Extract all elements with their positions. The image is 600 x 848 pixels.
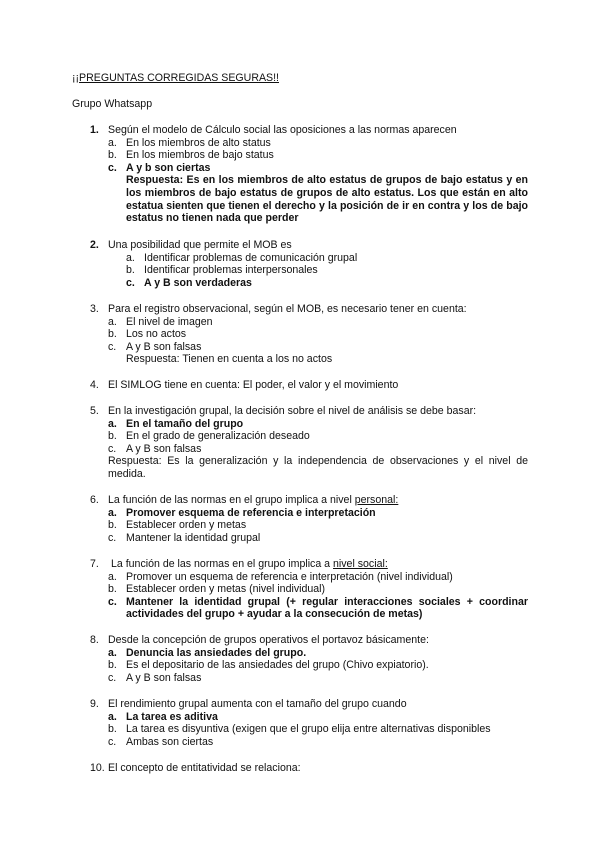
question-text: Una posibilidad que permite el MOB es (108, 239, 292, 251)
answer-text: Respuesta: Tienen en cuenta a los no actos (126, 353, 333, 366)
question-text: La función de las normas en el grupo implica a nivel (108, 494, 355, 506)
question-3: 3. Para el registro observacional, según el MOB, es necesario tener en cuenta: a. El nivel de imagen b. Los no actos c. A y B son falsas Respuesta: Tienen en cuenta a los no actos (90, 303, 528, 366)
option-c: Ambas son ciertas (126, 735, 214, 748)
question-2: 2. Una posibilidad que permite el MOB es a. Identificar problemas de comunicación grupal b. Identificar problemas interpersonales c. A y B son verdaderas (90, 239, 358, 289)
question-text: Para el registro observacional, según el MOB, es necesario tener en cuenta: (108, 303, 467, 315)
question-9: 9. El rendimiento grupal aumenta con el tamaño del grupo cuando a. La tarea es aditiva b. La tarea es disyuntiva (exigen que el grupo elija entre alternativas disponibles c. Ambas son ciertas (90, 698, 491, 748)
question-7: 7. La función de las normas en el grupo implica a nivel social: a. Promover un esquema de referencia e interpretación (nivel individual) b. Establecer orden y metas (nivel individual) c. Mantener la identidad grupal (+ regular interacciones sociales + coordinar actividades del grupo + ayudar a la consecución de metas) (90, 558, 528, 621)
option-b: En los miembros de bajo status (126, 149, 274, 162)
question-text: Según el modelo de Cálculo social las oposiciones a las normas aparecen (108, 124, 457, 136)
option-b: La tarea es disyuntiva (exigen que el grupo elija entre alternativas disponibles (126, 723, 491, 736)
option-c: Mantener la identidad grupal (126, 531, 261, 544)
option-a: En el tamaño del grupo (126, 417, 244, 430)
question-text: El SIMLOG tiene en cuenta: El poder, el valor y el movimiento (108, 379, 399, 391)
group-label: Grupo Whatsapp (72, 98, 153, 110)
question-4: 4. El SIMLOG tiene en cuenta: El poder, el valor y el movimiento (90, 379, 399, 391)
option-a: Promover un esquema de referencia e interpretación (nivel individual) (126, 570, 453, 583)
option-b: Los no actos (126, 328, 187, 341)
question-8: 8. Desde la concepción de grupos operativos el portavoz básicamente: a. Denuncia las ansiedades del grupo. b. Es el depositario de las ansiedades del grupo (Chivo expiatorio). c. A y B son falsas (90, 634, 429, 684)
option-b: Establecer orden y metas (nivel individual) (126, 583, 326, 596)
question-text: La función de las normas en el grupo implica a (111, 558, 334, 570)
option-c: A y B son falsas (126, 671, 202, 684)
option-b: Identificar problemas interpersonales (144, 264, 318, 277)
question-text-underlined: nivel social: (333, 558, 388, 570)
option-a: Promover esquema de referencia e interpretación (126, 506, 376, 519)
question-5: 5. En la investigación grupal, la decisión sobre el nivel de análisis se debe basar: a. En el tamaño del grupo b. En el grado de generalización deseado c. A y B son falsas Respuesta: Es la generalización y la independencia de observaciones y el nivel de medida. (90, 405, 528, 480)
option-c: A y B son verdaderas (144, 276, 252, 289)
question-1: 1. Según el modelo de Cálculo social las oposiciones a las normas aparecen a. En los miembros de alto status b. En los miembros de bajo status c. A y b son ciertas Respuesta: Es en los miembros de alto estatus de grupos de bajo estatus y en los miembros de bajo estatus de grupos de alto estatus. Los que están en alto estatua sienten que tienen el derecho y la posición de ir en contra y los de bajo estatus no tienen nada que perder (90, 124, 528, 225)
document-title: ¡¡PREGUNTAS CORREGIDAS SEGURAS!! (72, 72, 279, 84)
question-6: 6. La función de las normas en el grupo implica a nivel personal: a. Promover esquema de referencia e interpretación b. Establecer orden y metas c. Mantener la identidad grupal (90, 494, 399, 544)
option-a: La tarea es aditiva (126, 710, 218, 723)
option-a: Denuncia las ansiedades del grupo. (126, 646, 307, 659)
question-number: 1. (90, 124, 99, 136)
question-text: En la investigación grupal, la decisión sobre el nivel de análisis se debe basar: (108, 405, 477, 417)
option-b: Es el depositario de las ansiedades del grupo (Chivo expiatorio). (126, 659, 429, 672)
option-a: En los miembros de alto status (126, 136, 271, 149)
answer-text: Respuesta: Es la generalización y la independencia de observaciones y el nivel de medida. (108, 455, 528, 480)
option-b: En el grado de generalización deseado (126, 430, 310, 443)
option-c: A y b son ciertas (126, 161, 211, 174)
answer-text: Respuesta: Es en los miembros de alto estatus de grupos de bajo estatus y en los miembros de bajo estatus de grupos de alto estatus. Los que están en alto estatua sienten que tienen el derecho y la posición de ir en contra y los de bajo estatus no tienen nada que perder (126, 174, 528, 225)
option-c: Mantener la identidad grupal (+ regular interacciones sociales + coordinar actividades del grupo + ayudar a la consecución de metas) (126, 595, 528, 621)
question-text: Desde la concepción de grupos operativos el portavoz básicamente: (108, 634, 429, 646)
option-c: A y B son falsas (126, 442, 202, 455)
question-text-underlined: personal: (354, 494, 399, 506)
option-a: Identificar problemas de comunicación grupal (144, 251, 358, 264)
question-text: El rendimiento grupal aumenta con el tamaño del grupo cuando (108, 698, 407, 710)
question-10: 10. El concepto de entitatividad se relaciona: (90, 762, 301, 774)
question-text: El concepto de entitatividad se relaciona: (108, 762, 301, 774)
option-b: Establecer orden y metas (126, 519, 247, 532)
option-c: A y B son falsas (126, 340, 202, 353)
option-a: El nivel de imagen (126, 315, 213, 328)
